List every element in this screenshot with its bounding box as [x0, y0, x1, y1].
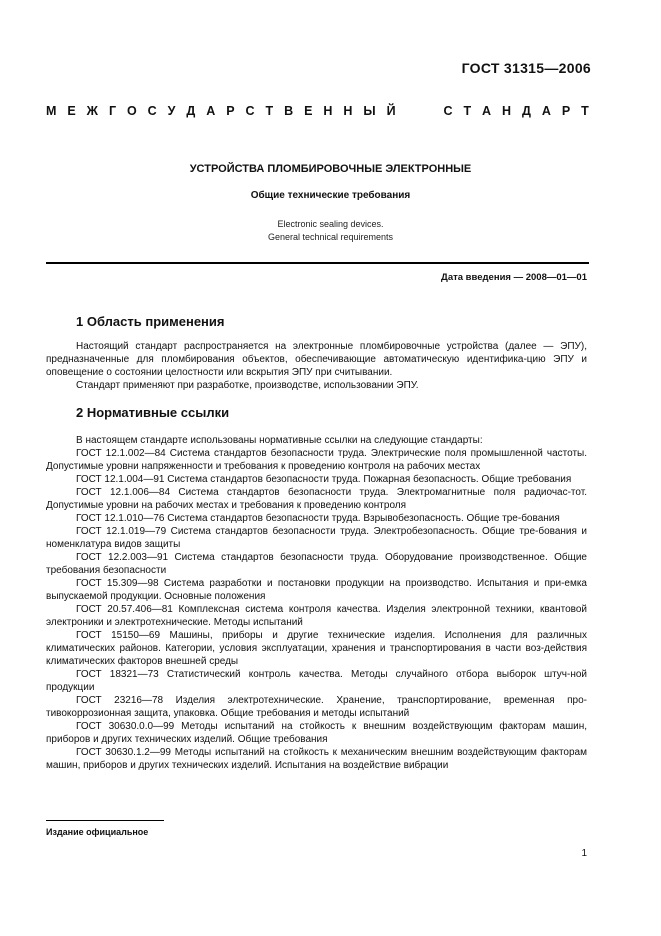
banner-letter: Р [226, 104, 235, 118]
page-number: 1 [581, 848, 587, 859]
section1-body [46, 340, 587, 392]
interstate-standard-banner [46, 104, 589, 118]
document-title: УСТРОЙСТВА ПЛОМБИРОВОЧНЫЕ ЭЛЕКТРОННЫЕ [189, 163, 472, 175]
reference-item: ГОСТ 30630.1.2—99 Методы испытаний на стойкость к механическим внешним воздействующим факторам машин, приборов и других технических изделий. Испытания на воздействие вибрации [46, 747, 587, 771]
english-title [0, 218, 661, 244]
reference-item: ГОСТ 12.1.010—76 Система стандартов безопасности труда. Взрывобезопасность. Общие тре-бования [76, 513, 560, 524]
banner-letter: Т [463, 104, 472, 118]
banner-letter: Е [304, 104, 313, 118]
reference-item: ГОСТ 12.1.002—84 Система стандартов безопасности труда. Электрические поля промышленной частоты. Допустимые уровни напряженности и требования к проведению контроля на рабочих местах [46, 448, 587, 472]
english-title-line2: General technical requirements [267, 232, 394, 242]
banner-letter: С [443, 104, 453, 118]
section2-paragraph: В настоящем стандарте использованы нормативные ссылки на следующие стандарты: [76, 435, 483, 446]
reference-item: ГОСТ 12.1.004—91 Система стандартов безопасности труда. Пожарная безопасность. Общие требования [76, 474, 572, 485]
banner-letter: Н [323, 104, 333, 118]
banner-letter: Ы [363, 104, 376, 118]
english-title-line1: Electronic sealing devices. [277, 219, 384, 229]
banner-letter: Т [265, 104, 274, 118]
banner-letter: А [482, 104, 492, 118]
intro-date: Дата введения — 2008—01—01 [441, 272, 587, 283]
banner-letter: А [206, 104, 216, 118]
banner-letter: В [284, 104, 294, 118]
section1-heading: 1 Область применения [76, 314, 225, 329]
official-edition-label: Издание официальное [46, 827, 149, 837]
section1-paragraph: Настоящий стандарт распространяется на электронные пломбировочные устройства (далее — ЭПУ), предназначенные для пломбирования объектов, обеспечивающие автоматическую идентифика-цию ЭПУ и оповещение о состоянии целостности или вскрытия ЭПУ при считывании. [46, 341, 587, 378]
banner-letter: Н [343, 104, 353, 118]
banner-letter: Ж [86, 104, 98, 118]
reference-item: ГОСТ 20.57.406—81 Комплексная система контроля качества. Изделия электронной техники, квантовой электроники и электротехнические. Методы испытаний [46, 604, 587, 628]
banner-letter: А [541, 104, 551, 118]
section1-paragraph: Стандарт применяют при разработке, производстве, использовании ЭПУ. [76, 380, 419, 391]
reference-item: ГОСТ 18321—73 Статистический контроль качества. Методы случайного отбора выборок штуч-ной продукции [46, 669, 587, 693]
banner-letter: У [167, 104, 176, 118]
banner-letter: Е [67, 104, 76, 118]
banner-letter: С [245, 104, 255, 118]
banner-letter: Д [186, 104, 196, 118]
reference-item: ГОСТ 23216—78 Изделия электротехнические. Хранение, транспортирование, временная про-тивокоррозионная защита, упаковка. Общие требования и методы испытаний [46, 695, 587, 719]
section2-body [46, 434, 587, 772]
section2-heading: 2 Нормативные ссылки [76, 405, 230, 420]
reference-item: ГОСТ 15.309—98 Система разработки и постановки продукции на производство. Испытания и при-емка выпускаемой продукции. Основные положения [46, 578, 587, 602]
banner-letter: С [147, 104, 157, 118]
banner-letter: М [46, 104, 57, 118]
header-rule [46, 262, 589, 264]
document-subtitle: Общие технические требования [250, 190, 411, 201]
banner-letter: Й [386, 104, 396, 118]
reference-item: ГОСТ 15150—69 Машины, приборы и другие технические изделия. Исполнения для различных климатических районов. Категории, условия эксплуатации, хранения и транспортирования в части воз-действия климатических факторов внешней среды [46, 630, 587, 667]
banner-letter: О [126, 104, 137, 118]
banner-letter: Н [502, 104, 512, 118]
reference-item: ГОСТ 12.2.003—91 Система стандартов безопасности труда. Оборудование производственное. Общие требования безопасности [46, 552, 587, 576]
reference-item: ГОСТ 30630.0.0—99 Методы испытаний на стойкость к внешним воздействующим факторам машин, приборов и других технических изделий. Общие требования [46, 721, 587, 745]
gost-number: ГОСТ 31315—2006 [461, 60, 591, 76]
banner-letter: Т [581, 104, 589, 118]
footer-rule [46, 820, 164, 821]
banner-letter: Д [522, 104, 531, 118]
reference-item: ГОСТ 12.1.006—84 Система стандартов безопасности труда. Электромагнитные поля радиочас-тот. Допустимые уровни на рабочих местах и требования к проведению контроля [46, 487, 587, 511]
banner-letter: Г [108, 104, 117, 118]
banner-letter: Р [561, 104, 571, 118]
banner-gap [407, 104, 433, 118]
reference-item: ГОСТ 12.1.019—79 Система стандартов безопасности труда. Электробезопасность. Общие тре-бования и номенклатура видов защиты [46, 526, 587, 550]
